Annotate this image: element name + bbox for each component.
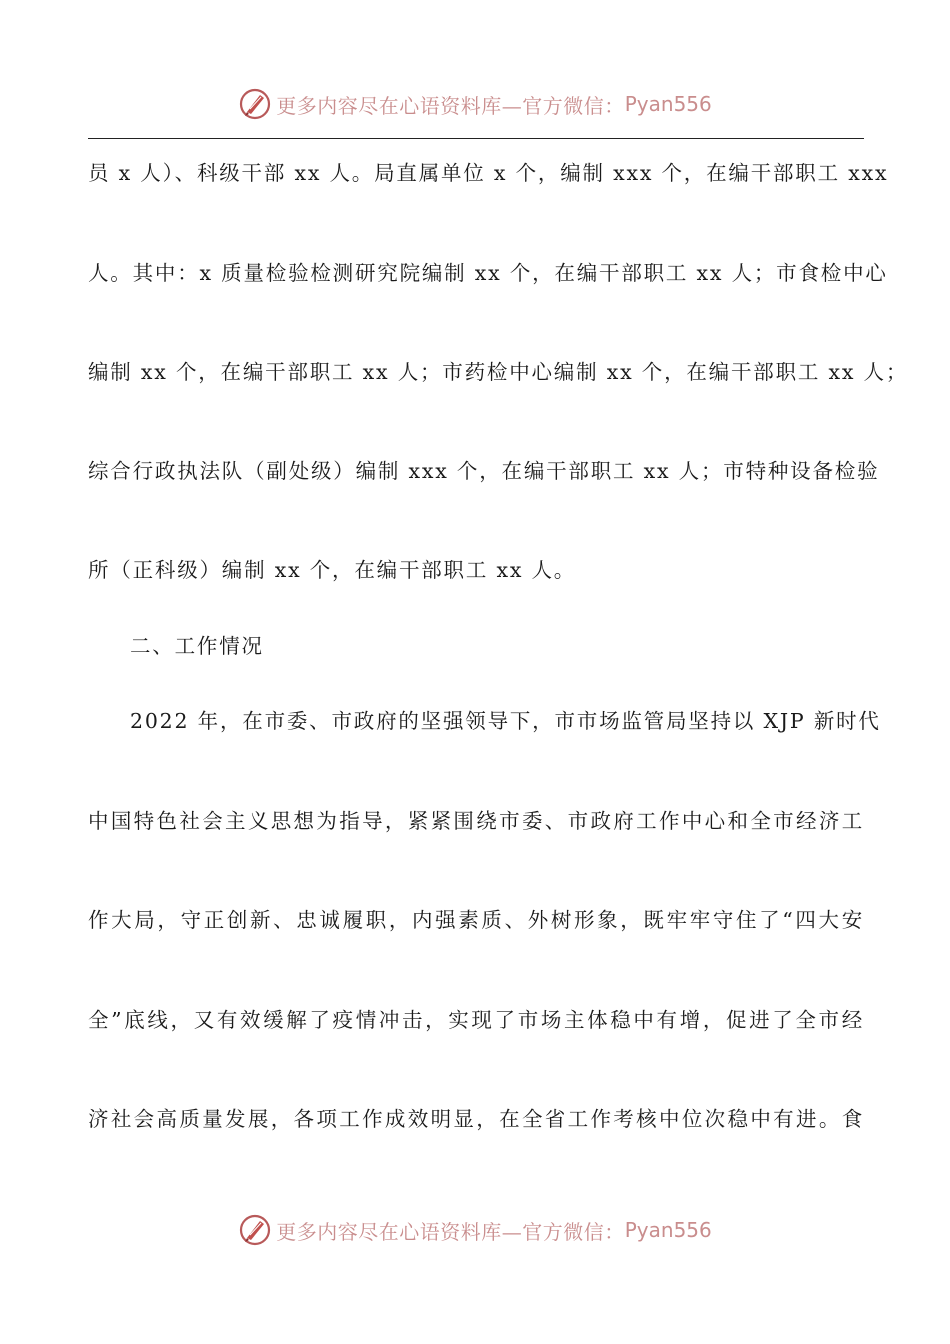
text-line: 编制 xx 个，在编干部职工 xx 人；市药检中心编制 xx 个，在编干部职工 xx 人； xyxy=(88,360,909,384)
paragraph-line: 作大局，守正创新、忠诚履职，内强素质、外树形象，既牢牢守住了“四大安 xyxy=(88,908,864,932)
paragraph-line: 中国特色社会主义思想为指导，紧紧围绕市委、市政府工作中心和全市经济工 xyxy=(88,809,864,833)
paragraph-line: 全”底线，又有效缓解了疫情冲击，实现了市场主体稳中有增，促进了全市经 xyxy=(88,1008,864,1032)
text-line: 员 x 人）、科级干部 xx 人。局直属单位 x 个，编制 xxx 个，在编干部职工 xxx xyxy=(88,161,889,185)
paragraph-line: 2022 年，在市委、市政府的坚强领导下，市市场监管局坚持以 XJP 新时代 xyxy=(130,709,881,733)
text-line: 人。其中：x 质量检验检测研究院编制 xx 个，在编干部职工 xx 人；市食检中心 xyxy=(88,261,888,285)
quill-pen-logo-icon xyxy=(238,87,272,121)
watermark-contact-id: Pyan556 xyxy=(624,1218,712,1242)
section-heading: 二、工作情况 xyxy=(130,634,264,658)
watermark-brand-text: 更多内容尽在心语资料库—官方微信： xyxy=(276,1219,625,1244)
paragraph-line: 济社会高质量发展，各项工作成效明显，在全省工作考核中位次稳中有进。食 xyxy=(88,1107,864,1131)
header-divider xyxy=(88,138,864,139)
header-watermark xyxy=(0,84,950,124)
footer-watermark xyxy=(0,1210,950,1250)
text-line: 综合行政执法队（副处级）编制 xxx 个，在编干部职工 xx 人；市特种设备检验 xyxy=(88,459,880,483)
watermark-contact-id: Pyan556 xyxy=(624,92,712,116)
quill-pen-logo-icon xyxy=(238,1213,272,1247)
watermark-brand-text: 更多内容尽在心语资料库—官方微信： xyxy=(276,93,625,118)
text-line: 所（正科级）编制 xx 个，在编干部职工 xx 人。 xyxy=(88,558,577,582)
